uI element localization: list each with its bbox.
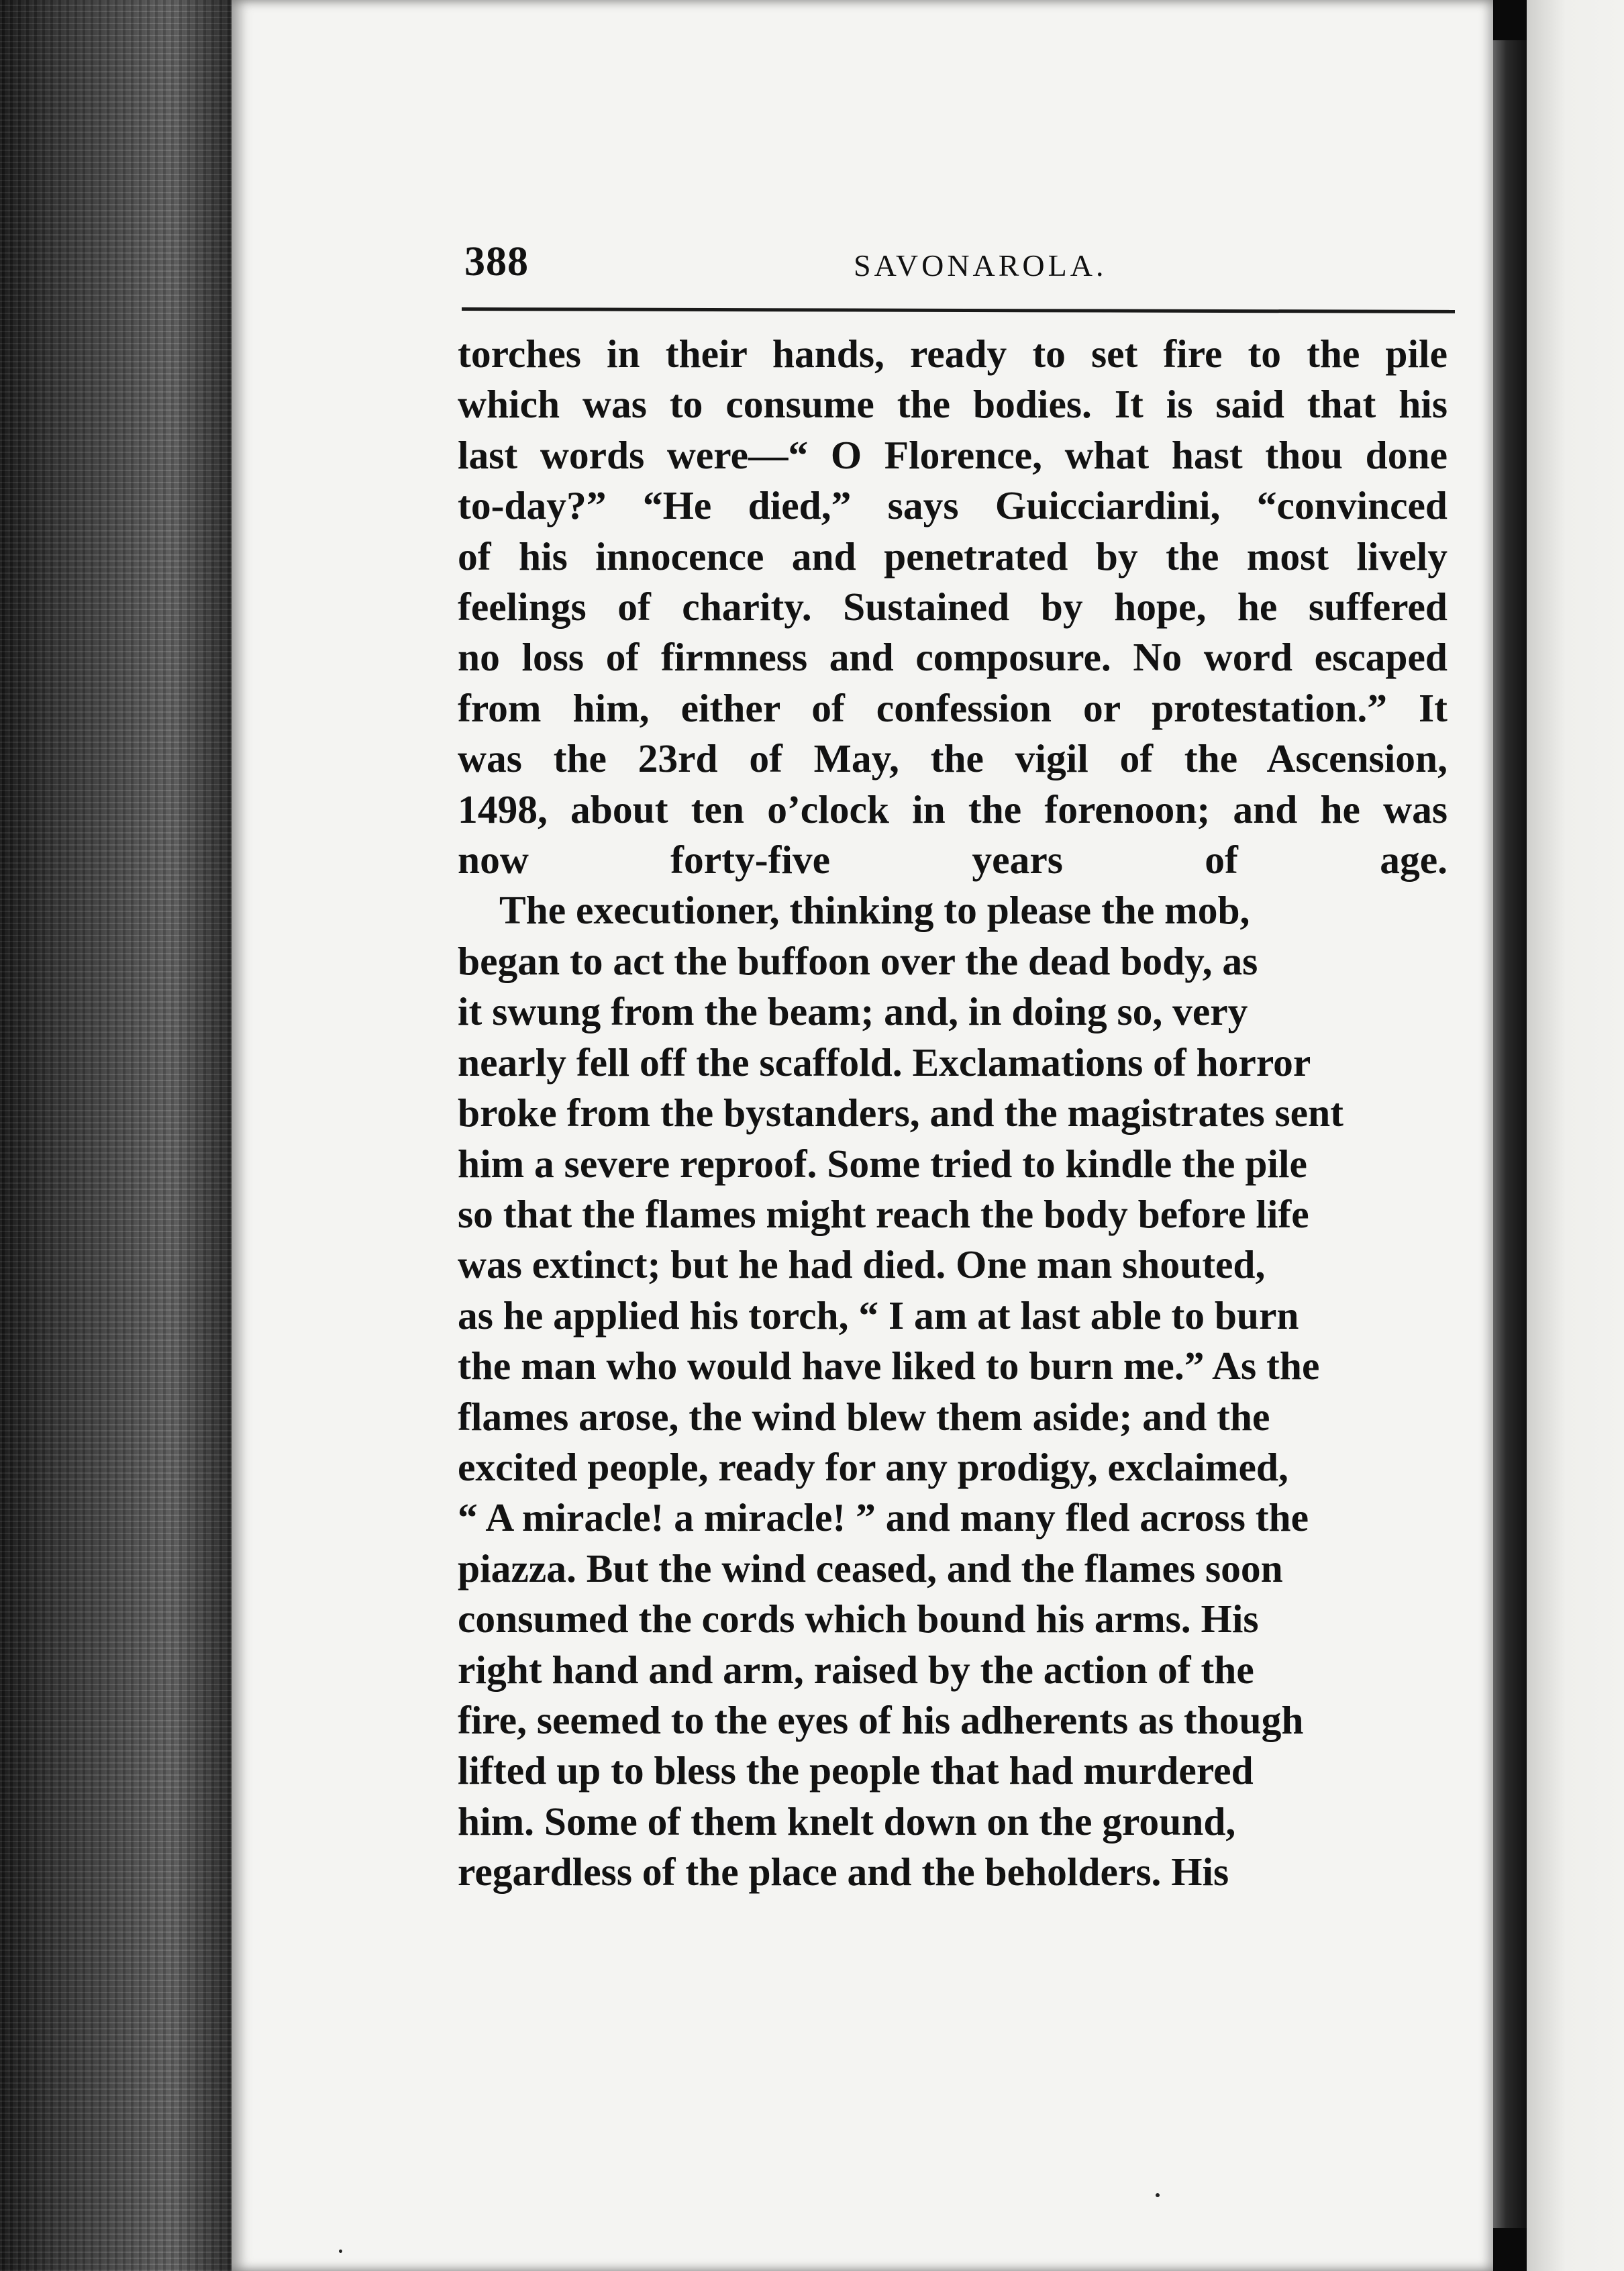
text-line: him a severe reproof. Some tried to kindle the pile [458, 1141, 1307, 1186]
running-head: SAVONAROLA. [854, 248, 1107, 283]
text-line: piazza. But the wind ceased, and the flames soon [458, 1546, 1283, 1591]
text-line: flames arose, the wind blew them aside; and the [458, 1394, 1270, 1439]
text-line: torches in their hands, ready to set fire to the pile [458, 332, 1448, 376]
print-speck [1156, 2193, 1160, 2197]
text-line: him. Some of them knelt down on the ground, [458, 1799, 1236, 1844]
text-line: no loss of firmness and composure. No word escaped [458, 635, 1448, 680]
paragraph [458, 885, 1448, 1897]
text-line: which was to consume the bodies. It is said that his [458, 382, 1448, 427]
text-line: as he applied his torch, “ I am at last able to burn [458, 1293, 1299, 1338]
text-line: it swung from the beam; and, in doing so, very [458, 989, 1248, 1034]
text-line: was extinct; but he had died. One man shouted, [458, 1242, 1266, 1287]
text-line: 1498, about ten o’clock in the forenoon; and he was [458, 787, 1448, 831]
text-line: “ A miracle! a miracle! ” and many fled across the [458, 1495, 1309, 1540]
page-number: 388 [464, 239, 529, 285]
page-gutter [1493, 40, 1527, 2228]
text-line: excited people, ready for any prodigy, exclaimed, [458, 1444, 1288, 1489]
text-line: The executioner, thinking to please the mob, [499, 888, 1250, 933]
text-line: fire, seemed to the eyes of his adherents as though [458, 1697, 1304, 1742]
facing-page-edge [1527, 0, 1624, 2271]
text-line: of his innocence and penetrated by the most lively [458, 534, 1448, 578]
text-line: right hand and arm, raised by the action of the [458, 1647, 1254, 1692]
text-line: lifted up to bless the people that had murdered [458, 1748, 1254, 1793]
text-line: the man who would have liked to burn me.” As the [458, 1344, 1320, 1389]
text-line: nearly fell off the scaffold. Exclamations of horror [458, 1040, 1311, 1084]
text-line: now forty-five years of age. [458, 838, 1448, 882]
text-line: feelings of charity. Sustained by hope, he suffered [458, 585, 1448, 629]
text-line: from him, either of confession or protestation.” It [458, 685, 1448, 730]
text-line: was the 23rd of May, the vigil of the Ascension, [458, 736, 1448, 781]
paragraph [458, 329, 1448, 885]
text-line: began to act the buffoon over the dead body, as [458, 938, 1258, 983]
book-spine [0, 0, 232, 2271]
page-header [464, 238, 1451, 285]
text-line: broke from the bystanders, and the magistrates sent [458, 1091, 1343, 1136]
text-line: so that the flames might reach the body before life [458, 1191, 1309, 1236]
text-line: regardless of the place and the beholders. His [458, 1850, 1229, 1895]
print-speck [339, 2250, 342, 2253]
text-line: to-day?” “He died,” says Guicciardini, “convinced [458, 483, 1448, 528]
text-line: last words were—“ O Florence, what hast thou done [458, 432, 1448, 477]
body-text [458, 329, 1448, 1898]
text-line: consumed the cords which bound his arms. His [458, 1597, 1259, 1642]
